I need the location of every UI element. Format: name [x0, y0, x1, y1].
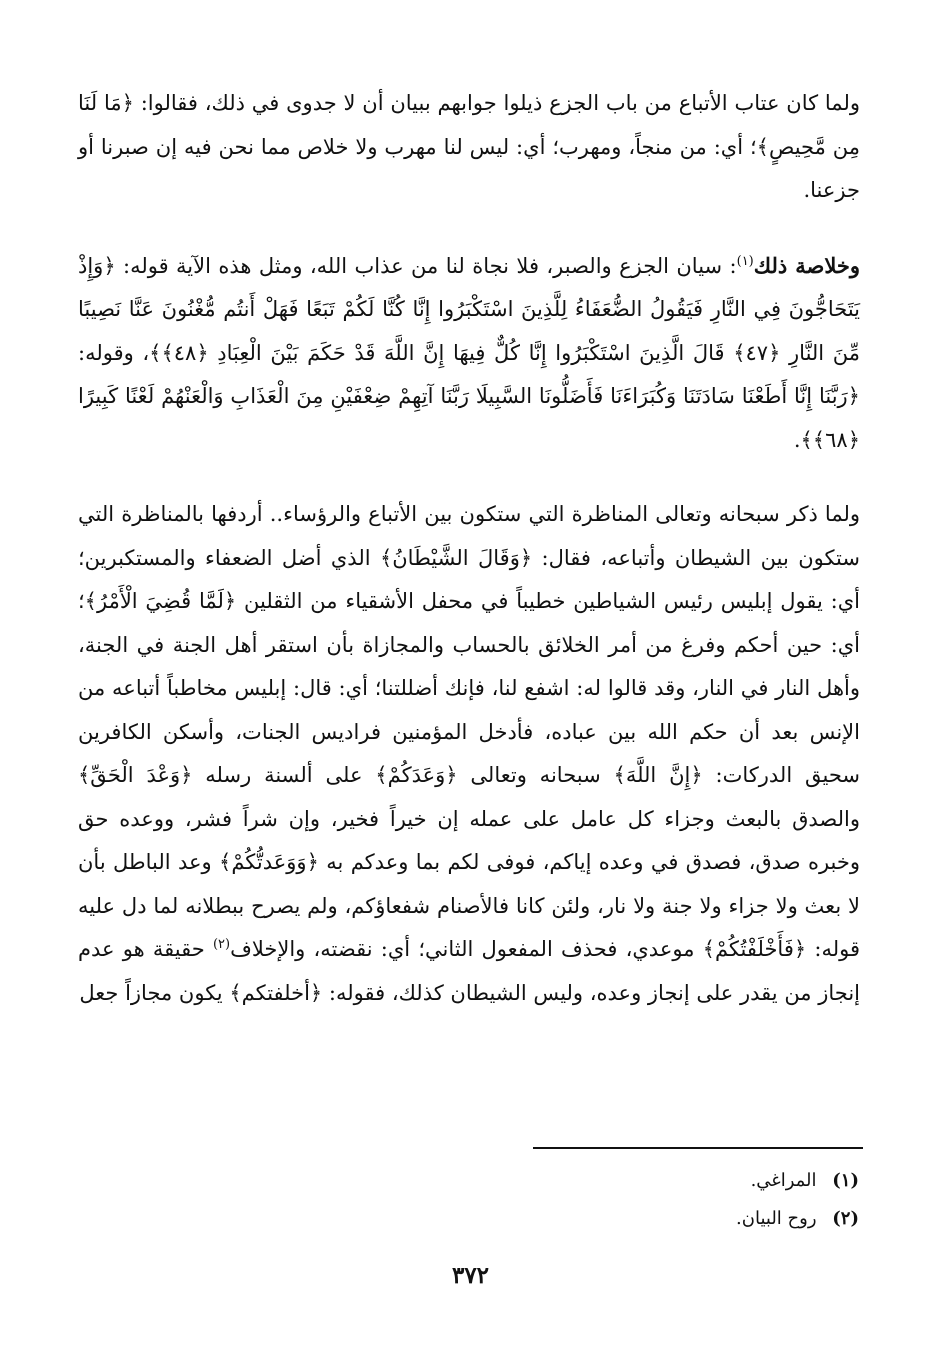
footnote-divider — [533, 1147, 863, 1149]
footnote-number: (١) — [832, 1170, 859, 1191]
paragraph-2-text: : سيان الجزع والصبر، فلا نجاة لنا من عذاب الله، ومثل هذه الآية قوله: ﴿وَإِذْ يَتَحَاجُّونَ فِي النَّارِ فَيَقُولُ الضُّعَفَاءُ لِلَّذِينَ اسْتَكْبَرُوا إِنَّا كُنَّا لَكُمْ تَبَعًا فَهَلْ أَنتُم مُّغْنُونَ عَنَّا نَصِيبًا مِّنَ النَّارِ ﴿٤٧﴾ قَالَ الَّذِينَ اسْتَكْبَرُوا إِنَّا كُلٌّ فِيهَا إِنَّ اللَّهَ قَدْ حَكَمَ بَيْنَ الْعِبَادِ ﴿٤٨﴾﴾، وقوله: ﴿رَبَّنَا إِنَّا أَطَعْنَا سَادَتَنَا وَكُبَرَاءَنَا فَأَضَلُّونَا السَّبِيلَا رَبَّنَا آتِهِمْ ضِعْفَيْنِ مِنَ الْعَذَابِ وَالْعَنْهُمْ لَعْنًا كَبِيرًا ﴿٦٨﴾﴾. — [78, 253, 860, 452]
footnote-text: روح البيان. — [736, 1208, 817, 1229]
footnotes — [359, 1162, 859, 1238]
paragraph-3-text-b: حقيقة هو عدم إنجاز من يقدر على إنجاز وعده، وليس الشيطان كذلك، فقوله: ﴿أخلفتكم﴾ يكون مجازاً جعل — [78, 937, 860, 1005]
paragraph-1: ولما كان عتاب الأتباع من باب الجزع ذيلوا جوابهم ببيان أن لا جدوى في ذلك، فقالوا: ﴿مَا لَنَا مِن مَّحِيصٍ﴾؛ أي: من منجاً، ومهرب؛ أي: ليس لنا مهرب ولا خلاص مما نحن فيه إن صبرنا أو جزعنا. — [78, 91, 860, 202]
footnote-1 — [359, 1162, 859, 1200]
footnote-ref-2: (٢) — [212, 937, 231, 952]
paragraph-3-text-a: ولما ذكر سبحانه وتعالى المناظرة التي ستكون بين الأتباع والرؤساء.. أردفها بالمناظرة التي ستكون بين الشيطان وأتباعه، فقال: ﴿وَقَالَ الشَّيْطَانُ﴾ الذي أضل الضعفاء والمستكبرين؛ أي: يقول إبليس رئيس الشياطين خطيباً في محفل الأشقياء من الثقلين ﴿لَمَّا قُضِيَ الْأَمْرُ﴾؛ أي: حين أحكم وفرغ من أمر الخلائق بالحساب والمجازاة بأن استقر أهل الجنة في الجنة، وأهل النار في النار، وقد قالوا له: اشفع لنا، فإنك أضللتنا؛ أي: قال: إبليس مخاطباً أتباعه من الإنس بعد أن حكم الله بين عباده، فأدخل المؤمنين فراديس الجنات، وأسكن الكافرين سحيق الدركات: ﴿إِنَّ اللَّهَ﴾ سبحانه وتعالى ﴿وَعَدَكُمْ﴾ على ألسنة رسله ﴿وَعْدَ الْحَقِّ﴾ والصدق بالبعث وجزاء كل عامل على عمله إن خيراً فخير، وإن شراً فشر، ووعده حق وخبره صدق، فصدق في وعده إياكم، فوفى لكم بما وعدكم به ﴿وَوَعَدتُّكُمْ﴾ وعد الباطل بأن لا بعث ولا جزاء ولا جنة ولا نار، ولئن كانا فالأصنام شفعاؤكم، ولم يصرح ببطلانه لما دل عليه قوله: ﴿فَأَخْلَفْتُكُمْ﴾ موعدي، فحذف المفعول الثاني؛ أي: نقضته، والإخلاف — [78, 502, 860, 961]
paragraph-3 — [78, 493, 860, 1015]
summary-heading: وخلاصة ذلك — [753, 252, 860, 278]
footnote-2 — [359, 1200, 859, 1238]
footnote-text: المراغي. — [750, 1170, 817, 1191]
footnote-ref-1: (١) — [736, 253, 754, 269]
page-number: ٣٧٢ — [451, 1262, 490, 1289]
footnote-number: (٢) — [832, 1208, 859, 1229]
page-body — [78, 82, 860, 1015]
paragraph-2 — [78, 244, 860, 463]
